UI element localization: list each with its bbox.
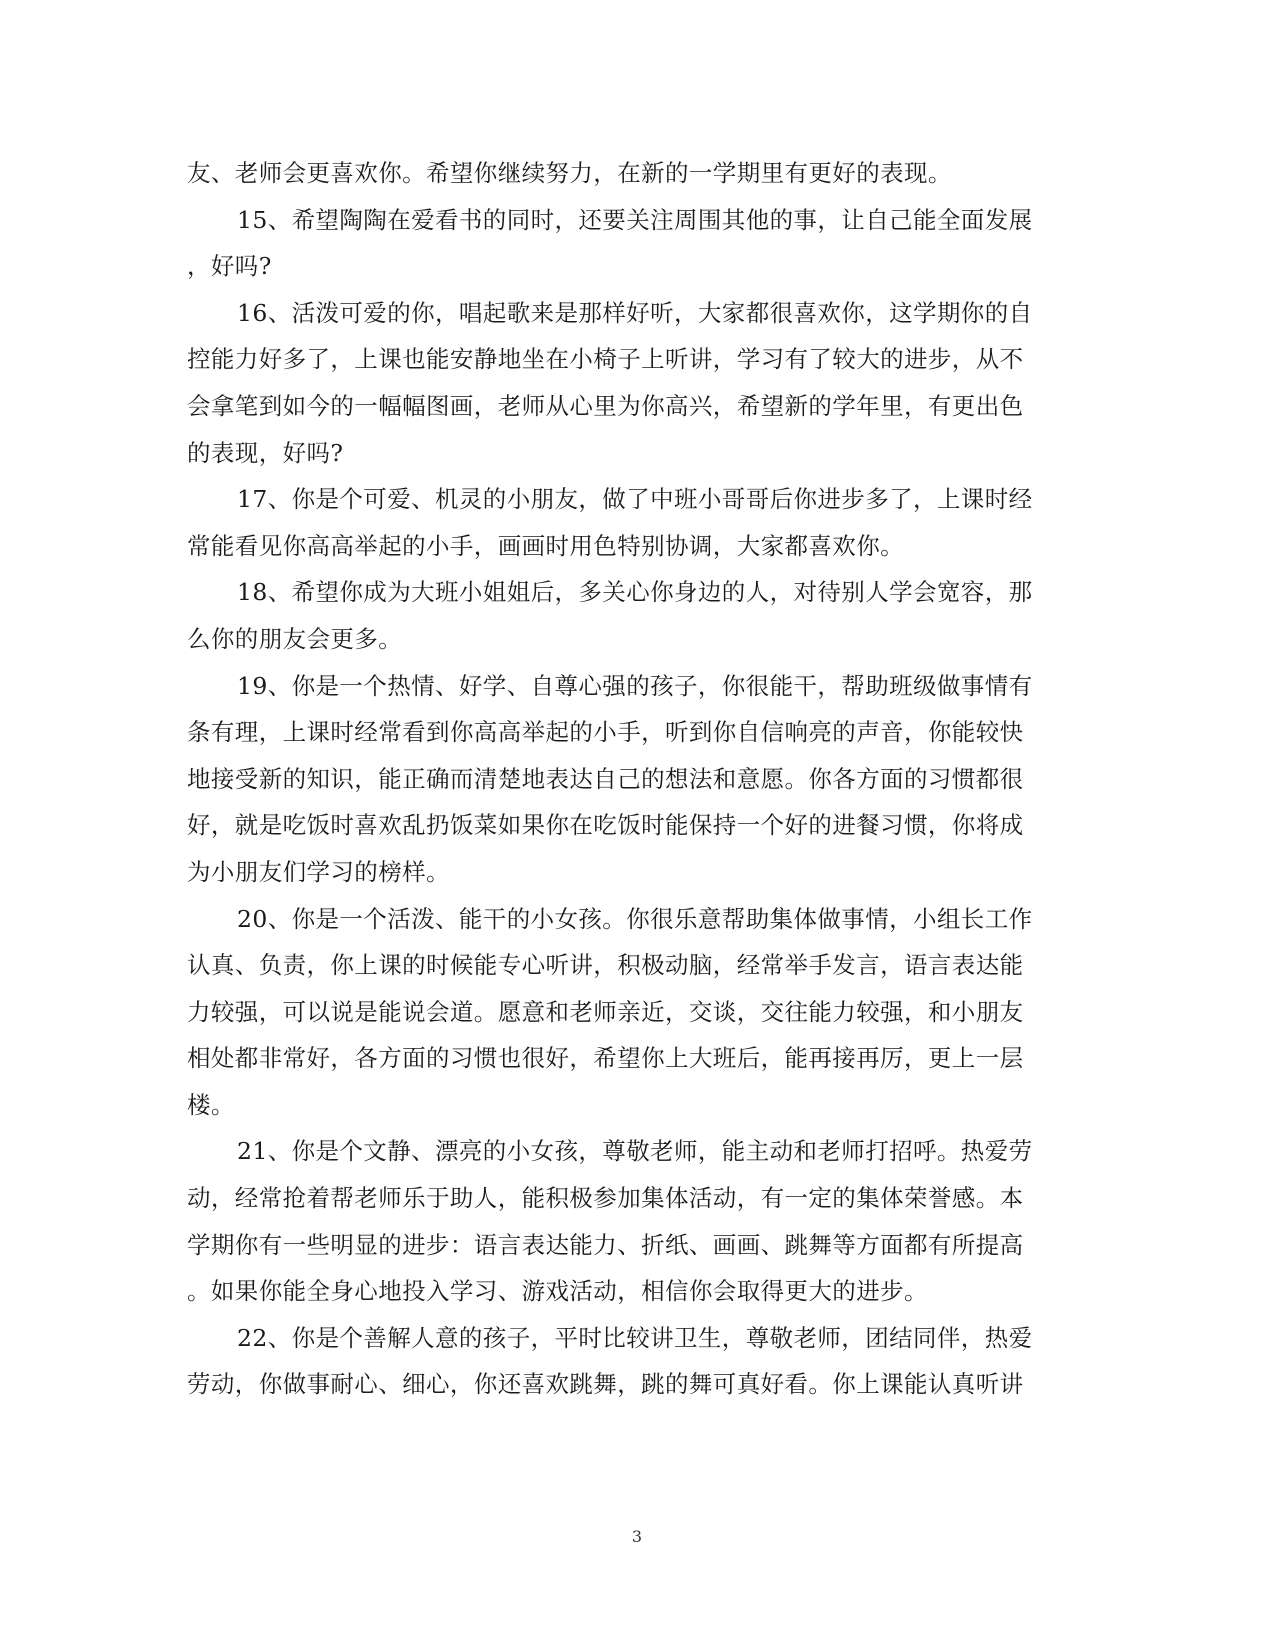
text-line: 动，经常抢着帮老师乐于助人，能积极参加集体活动，有一定的集体荣誉感。本 bbox=[187, 1184, 1024, 1213]
text-line: 认真、负责，你上课的时候能专心听讲，积极动脑，经常举手发言，语言表达能 bbox=[187, 951, 1024, 980]
text-line: 会拿笔到如今的一幅幅图画，老师从心里为你高兴，希望新的学年里，有更出色 bbox=[187, 391, 1024, 420]
text-line: 16、活泼可爱的你，唱起歌来是那样好听，大家都很喜欢你，这学期你的自 bbox=[237, 298, 1033, 327]
page-number: 3 bbox=[631, 1527, 643, 1546]
text-line: 控能力好多了，上课也能安静地坐在小椅子上听讲，学习有了较大的进步，从不 bbox=[187, 345, 1024, 374]
text-line: 友、老师会更喜欢你。希望你继续努力，在新的一学期里有更好的表现。 bbox=[187, 159, 952, 187]
text-line: 的表现，好吗? bbox=[187, 438, 344, 467]
text-line: 楼。 bbox=[187, 1090, 235, 1119]
text-line: 15、希望陶陶在爱看书的同时，还要关注周围其他的事，让自己能全面发展 bbox=[237, 205, 1033, 234]
text-line: 为小朋友们学习的榜样。 bbox=[187, 857, 450, 886]
text-line: 条有理，上课时经常看到你高高举起的小手，听到你自信响亮的声音，你能较快 bbox=[187, 718, 1024, 747]
body-text bbox=[187, 150, 1037, 1408]
text-line: 学期你有一些明显的进步：语言表达能力、折纸、画画、跳舞等方面都有所提高 bbox=[187, 1230, 1024, 1259]
text-line: 力较强，可以说是能说会道。愿意和老师亲近，交谈，交往能力较强，和小朋友 bbox=[187, 997, 1024, 1026]
text-line: 18、希望你成为大班小姐姐后，多关心你身边的人，对待别人学会宽容，那 bbox=[237, 578, 1033, 607]
text-line: 好，就是吃饭时喜欢乱扔饭菜如果你在吃饭时能保持一个好的进餐习惯，你将成 bbox=[187, 811, 1024, 840]
text-line: 19、你是一个热情、好学、自尊心强的孩子，你很能干，帮助班级做事情有 bbox=[237, 671, 1033, 700]
text-line: 。如果你能全身心地投入学习、游戏活动，相信你会取得更大的进步。 bbox=[187, 1277, 928, 1306]
text-line: 常能看见你高高举起的小手，画画时用色特别协调，大家都喜欢你。 bbox=[187, 531, 904, 560]
text-line: 地接受新的知识，能正确而清楚地表达自己的想法和意愿。你各方面的习惯都很 bbox=[187, 764, 1024, 793]
text-line: ，好吗? bbox=[187, 252, 272, 281]
text-line: 20、你是一个活泼、能干的小女孩。你很乐意帮助集体做事情，小组长工作 bbox=[237, 904, 1033, 933]
text-line: 相处都非常好，各方面的习惯也很好，希望你上大班后，能再接再厉，更上一层 bbox=[187, 1044, 1024, 1073]
text-line: 么你的朋友会更多。 bbox=[187, 624, 403, 653]
text-line: 22、你是个善解人意的孩子，平时比较讲卫生，尊敬老师，团结同伴，热爱 bbox=[237, 1323, 1033, 1352]
text-line: 21、你是个文静、漂亮的小女孩，尊敬老师，能主动和老师打招呼。热爱劳 bbox=[237, 1137, 1033, 1166]
text-line: 劳动，你做事耐心、细心，你还喜欢跳舞，跳的舞可真好看。你上课能认真听讲 bbox=[187, 1370, 1024, 1399]
text-line: 17、你是个可爱、机灵的小朋友，做了中班小哥哥后你进步多了，上课时经 bbox=[237, 485, 1033, 514]
